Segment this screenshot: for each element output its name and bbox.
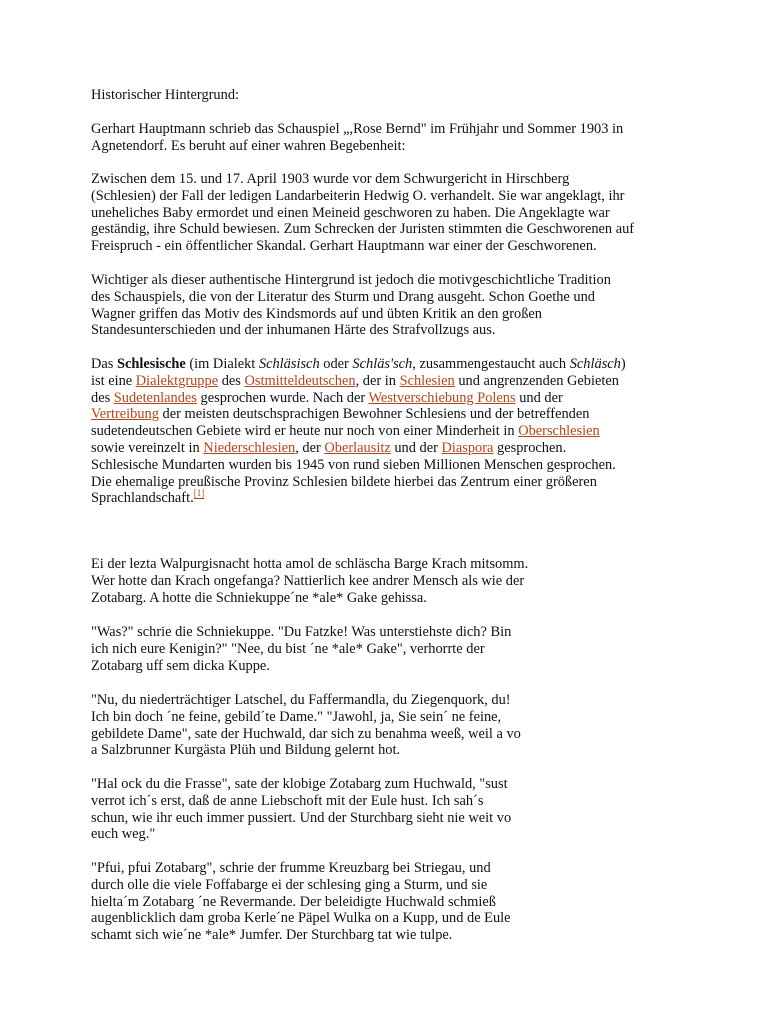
text-line: hielta´m Zotabarg ´ne Revermande. Der beleidigte Huchwald schmieß	[91, 893, 496, 910]
text-line: Ich bin doch ´ne feine, gebild´te Dame." "Jawohl, ja, Sie sein´ ne feine,	[91, 708, 502, 725]
text-run: und der	[515, 389, 563, 406]
text-line: Die ehemalige preußische Provinz Schlesien bildete hierbei das Zentrum einer größeren	[91, 473, 597, 490]
text-line: des Schauspiels, die von der Literatur des Sturm und Drang ausgeht. Schon Goethe und	[91, 288, 595, 305]
link-oberschlesien[interactable]: Oberschlesien	[518, 423, 600, 440]
text-line: Zwischen dem 15. und 17. April 1903 wurde vor dem Schwurgericht in Hirschberg	[91, 171, 570, 187]
paragraph-tradition	[91, 272, 611, 339]
text-run: sowie vereinzelt in	[91, 439, 204, 456]
text-line: ich nich eure Kenigin?" "Nee, du bist ´ne *ale* Gake", verhorrte der	[91, 640, 485, 657]
text-line: a Salzbrunner Kurgästa Plüh und Bildung gelernt hot.	[91, 742, 401, 759]
text-run: Das	[91, 356, 117, 372]
text-line: Zotabarg uff sem dicka Kuppe.	[91, 657, 270, 674]
text-line: schun, wie ihr euch immer pussiert. Und der Sturchbarg sieht nie weit vo	[91, 809, 512, 826]
italic-term: Schläs'sch	[352, 356, 413, 372]
bold-term: Schlesische	[116, 356, 186, 372]
text-run: , zusammengestaucht auch	[412, 356, 570, 372]
text-line: (Schlesien) der Fall der ledigen Landarbeiterin Hedwig O. verhandelt. Sie war angeklagt, ihr	[91, 187, 625, 204]
text-line: durch olle die viele Foffabarge ei der schlesing ging a Sturm, und sie	[91, 876, 488, 893]
heading-text: Historischer Hintergrund:	[91, 87, 240, 103]
dialect-paragraph-3	[91, 692, 521, 759]
link-vertreibung[interactable]: Vertreibung	[91, 406, 159, 423]
text-line: Schlesische Mundarten wurden bis 1945 von rund sieben Millionen Menschen gesprochen.	[91, 456, 616, 473]
text-line: Wagner griffen das Motiv des Kindsmords auf und übten Kritik an den großen	[91, 305, 542, 322]
paragraph-trial	[91, 171, 634, 255]
dialect-paragraph-2	[91, 624, 511, 674]
italic-term: Schläsch	[569, 356, 621, 372]
dialect-paragraph-4	[91, 776, 511, 843]
text-run: des	[218, 372, 245, 389]
text-line: "Pfui, pfui Zotabarg", schrie der frumme Kreuzbarg bei Striegau, und	[91, 860, 491, 876]
text-line: "Nu, du niederträchtiger Latschel, du Faffermandla, du Ziegenquork, du!	[91, 692, 511, 708]
text-line	[91, 440, 626, 457]
text-run: und angrenzenden Gebieten	[454, 372, 619, 389]
link-sudetenlandes[interactable]: Sudetenlandes	[113, 389, 197, 406]
link-diaspora[interactable]: Diaspora	[441, 439, 494, 456]
text-line	[91, 406, 626, 423]
text-line: Agnetendorf. Es beruht auf einer wahren Begebenheit:	[91, 137, 406, 154]
text-line: Wer hotte dan Krach ongefanga? Nattierlich kee andrer Mensch als wie der	[91, 572, 525, 589]
text-line: Gerhart Hauptmann schrieb das Schauspiel „,Rose Bernd" im Frühjahr und Sommer 1903 in	[91, 121, 624, 137]
text-line: Freispruch - ein öffentlicher Skandal. Gerhart Hauptmann war einer der Geschworenen.	[91, 238, 597, 255]
text-line: "Hal ock du die Frasse", sate der klobige Zotabarg zum Huchwald, "sust	[91, 776, 508, 792]
text-run: sudetendeutschen Gebiete wird er heute nur noch von einer Minderheit in	[91, 423, 519, 440]
text-line: Wichtiger als dieser authentische Hintergrund ist jedoch die motivgeschichtliche Tradition	[91, 272, 611, 288]
text-run: )	[620, 356, 626, 372]
italic-term: Schläsisch	[258, 356, 320, 372]
text-run: ist eine	[91, 372, 136, 389]
paragraph-intro	[91, 121, 623, 155]
text-run: , der in	[355, 372, 400, 389]
text-line: Zotabarg. A hotte die Schniekuppe´ne *ale* Gake gehissa.	[91, 589, 427, 606]
link-dialektgruppe[interactable]: Dialektgruppe	[135, 372, 219, 389]
text-line	[91, 356, 626, 373]
text-run: , der	[295, 439, 325, 456]
text-run: (im Dialekt	[185, 356, 259, 372]
text-run: gesprochen.	[493, 439, 567, 456]
text-line: Standesunterschieden und der inhumanen Härte des Strafvollzugs aus.	[91, 322, 496, 339]
link-westverschiebung-polens[interactable]: Westverschiebung Polens	[368, 389, 516, 406]
link-oberlausitz[interactable]: Oberlausitz	[324, 439, 391, 456]
text-run: und der	[390, 439, 442, 456]
link-niederschlesien[interactable]: Niederschlesien	[203, 439, 296, 456]
text-line	[91, 490, 626, 507]
text-run: gesprochen wurde. Nach der	[196, 389, 369, 406]
link-ostmitteldeutschen[interactable]: Ostmitteldeutschen	[244, 372, 356, 389]
text-line: geständig, ihre Schuld bewiesen. Zum Schrecken der Juristen stimmten die Geschworenen auf	[91, 221, 635, 238]
dialect-paragraph-1	[91, 556, 528, 606]
paragraph-silesian-dialect	[91, 356, 626, 507]
text-line: schamt sich wie´ne *ale* Jumfer. Der Sturchbarg tat wie tulpe.	[91, 927, 453, 944]
text-line	[91, 423, 626, 440]
text-run: der meisten deutschsprachigen Bewohner Schlesiens und der betreffenden	[158, 406, 590, 423]
text-line	[91, 373, 626, 390]
link-schlesien[interactable]: Schlesien	[399, 372, 455, 389]
footnote-reference	[194, 489, 205, 499]
text-line: "Was?" schrie die Schniekuppe. "Du Fatzke! Was unterstiehste dich? Bin	[91, 624, 512, 640]
text-line: verrot ich´s erst, daß de anne Liebschoft mit der Eule hust. Ich sah´s	[91, 792, 484, 809]
text-line: euch weg."	[91, 826, 156, 843]
text-line	[91, 390, 626, 407]
text-line: gebildete Dame", sate der Huchwald, dar sich zu benahma weeß, weil a vo	[91, 725, 521, 742]
text-run: oder	[319, 356, 353, 372]
section-heading	[91, 87, 239, 104]
text-line: uneheliches Baby ermordet und einen Meineid geschworen zu haben. Die Angeklagte war	[91, 204, 610, 221]
text-run: Sprachlandschaft.	[91, 490, 194, 507]
text-run: des	[91, 389, 114, 406]
dialect-paragraph-5	[91, 860, 511, 944]
footnote-link[interactable]: [1]	[193, 488, 205, 499]
text-line: augenblicklich dam groba Kerle´ne Päpel Wulka on a Kupp, und de Eule	[91, 910, 511, 927]
text-line: Ei der lezta Walpurgisnacht hotta amol de schläscha Barge Krach mitsomm.	[91, 556, 529, 572]
